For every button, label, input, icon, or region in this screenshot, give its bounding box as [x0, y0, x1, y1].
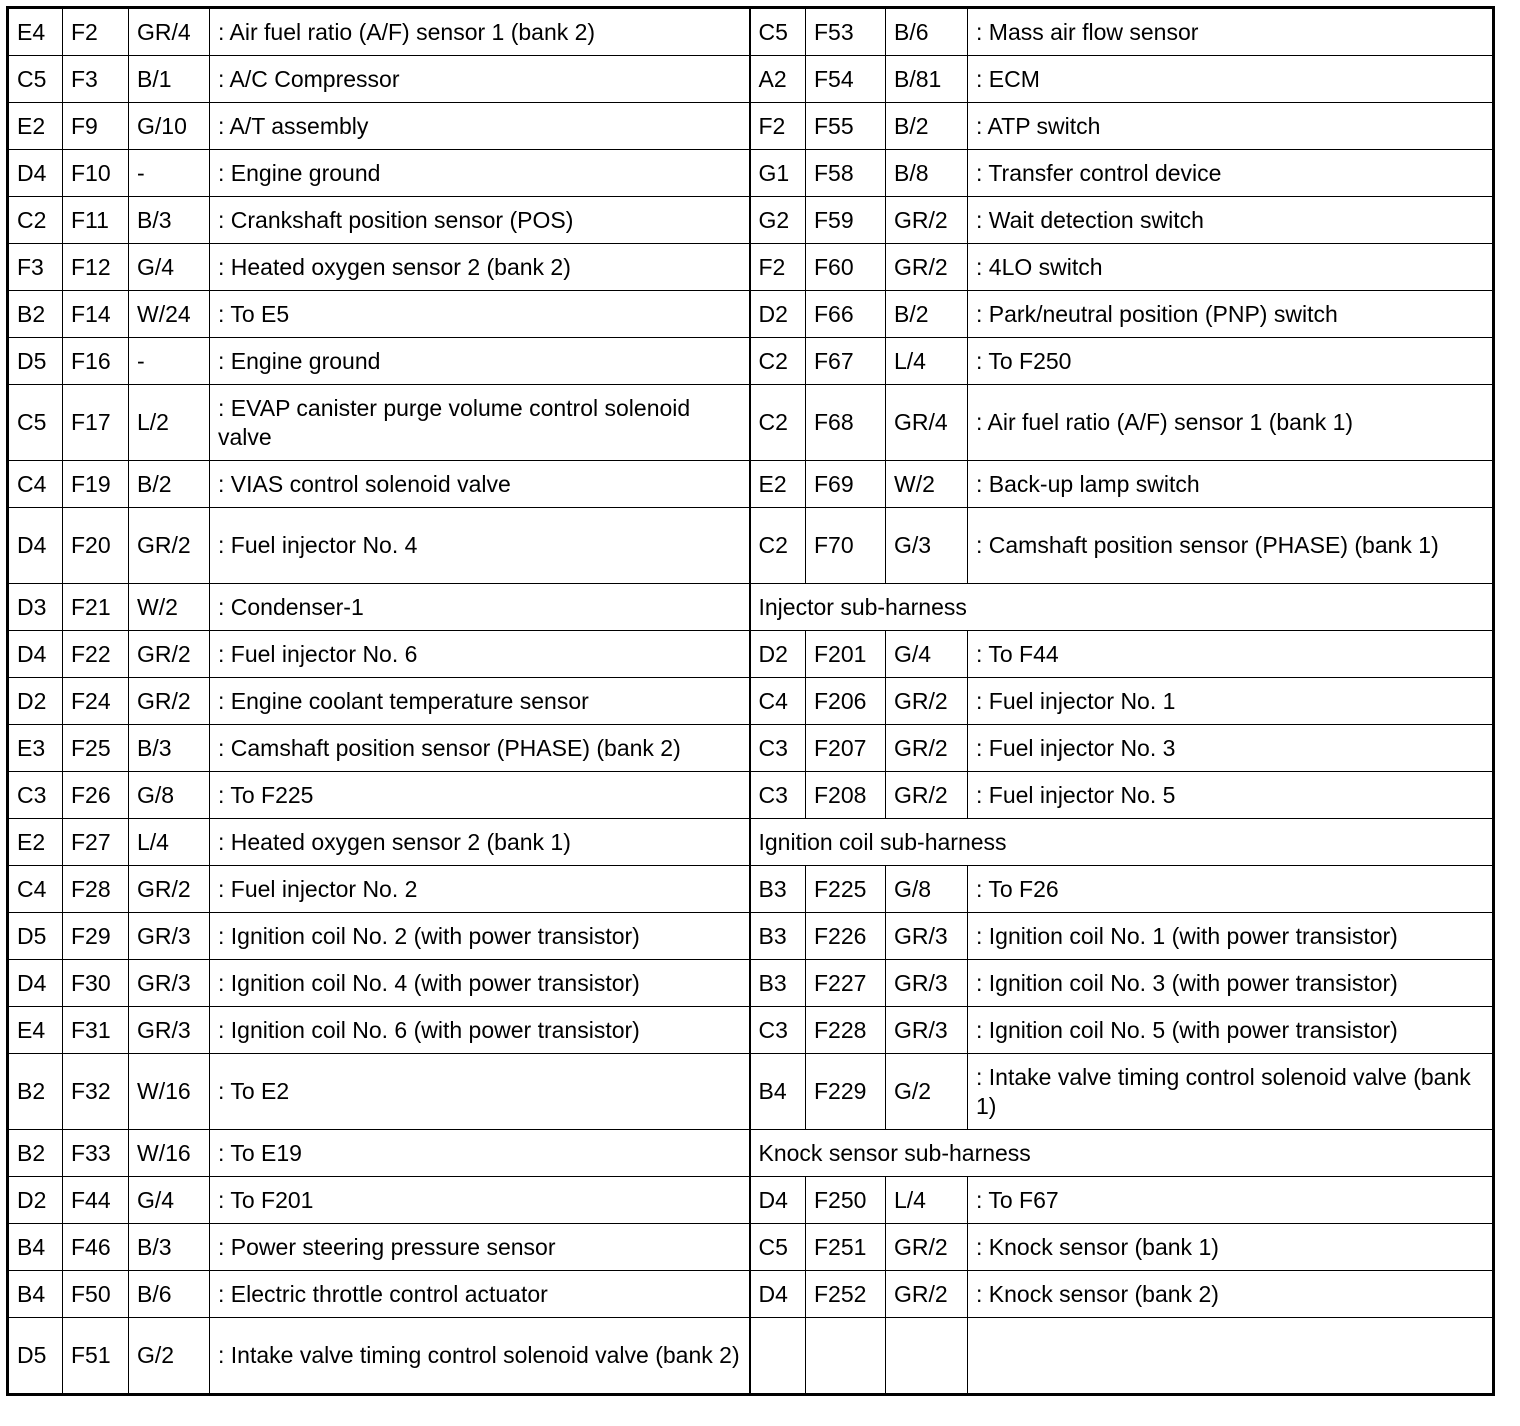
left-connector-type-cell: L/2	[129, 385, 210, 461]
right-connector-no-cell: F252	[806, 1271, 886, 1318]
left-connector-type-cell: GR/2	[129, 631, 210, 678]
right-connector-type-cell: G/2	[886, 1054, 968, 1130]
right-connector-type-cell: W/2	[886, 461, 968, 508]
left-connector-type-cell: B/3	[129, 197, 210, 244]
left-connector-no-cell: F10	[63, 150, 129, 197]
right-description-cell: : To F44	[968, 631, 1494, 678]
right-connector-no-cell: F53	[806, 8, 886, 56]
right-description-cell: : Ignition coil No. 3 (with power transistor)	[968, 960, 1494, 1007]
right-connector-no-cell: F207	[806, 725, 886, 772]
left-grid-ref-cell: E3	[8, 725, 63, 772]
left-connector-type-cell: GR/2	[129, 678, 210, 725]
left-description-cell: : VIAS control solenoid valve	[210, 461, 750, 508]
left-connector-type-cell: G/10	[129, 103, 210, 150]
table-body	[8, 8, 1494, 1395]
table-row	[8, 772, 1494, 819]
table-row	[8, 960, 1494, 1007]
left-connector-type-cell: L/4	[129, 819, 210, 866]
left-connector-type-cell: -	[129, 150, 210, 197]
right-description-cell: : Ignition coil No. 1 (with power transistor)	[968, 913, 1494, 960]
right-connector-type-cell: GR/2	[886, 1271, 968, 1318]
left-description-cell: : Fuel injector No. 2	[210, 866, 750, 913]
right-connector-type-cell: GR/3	[886, 913, 968, 960]
right-connector-no-cell: F60	[806, 244, 886, 291]
right-grid-ref-cell: C2	[750, 338, 806, 385]
right-grid-ref-cell: C3	[750, 772, 806, 819]
left-connector-type-cell: B/2	[129, 461, 210, 508]
left-connector-no-cell: F44	[63, 1177, 129, 1224]
right-grid-ref-cell: C3	[750, 1007, 806, 1054]
table-row	[8, 1318, 1494, 1395]
right-description-cell: : Mass air flow sensor	[968, 8, 1494, 56]
right-description-cell: : Fuel injector No. 1	[968, 678, 1494, 725]
left-connector-type-cell: G/2	[129, 1318, 210, 1395]
left-grid-ref-cell: D4	[8, 631, 63, 678]
table-row	[8, 1130, 1494, 1177]
right-description-cell: : ECM	[968, 56, 1494, 103]
right-connector-no-cell: F250	[806, 1177, 886, 1224]
table-row	[8, 584, 1494, 631]
left-connector-type-cell: GR/2	[129, 508, 210, 584]
left-description-cell: : Ignition coil No. 4 (with power transistor)	[210, 960, 750, 1007]
right-connector-type-cell: GR/2	[886, 678, 968, 725]
right-connector-type-cell: G/3	[886, 508, 968, 584]
right-description-cell: : To F26	[968, 866, 1494, 913]
left-description-cell: : To E19	[210, 1130, 750, 1177]
right-connector-no-cell: F227	[806, 960, 886, 1007]
left-grid-ref-cell: D2	[8, 678, 63, 725]
right-connector-type-cell: B/81	[886, 56, 968, 103]
right-connector-type-cell: L/4	[886, 1177, 968, 1224]
left-grid-ref-cell: C5	[8, 56, 63, 103]
left-grid-ref-cell: D2	[8, 1177, 63, 1224]
left-connector-type-cell: B/1	[129, 56, 210, 103]
right-description-cell: : 4LO switch	[968, 244, 1494, 291]
left-grid-ref-cell: D4	[8, 508, 63, 584]
right-grid-ref-cell: A2	[750, 56, 806, 103]
right-description-cell	[968, 1318, 1494, 1395]
left-connector-type-cell: GR/2	[129, 866, 210, 913]
right-grid-ref-cell: G2	[750, 197, 806, 244]
left-connector-no-cell: F12	[63, 244, 129, 291]
left-grid-ref-cell: B2	[8, 291, 63, 338]
sub-harness-heading: Injector sub-harness	[750, 584, 1494, 631]
left-connector-no-cell: F3	[63, 56, 129, 103]
right-grid-ref-cell: C5	[750, 1224, 806, 1271]
left-grid-ref-cell: D4	[8, 960, 63, 1007]
left-grid-ref-cell: E4	[8, 1007, 63, 1054]
left-connector-type-cell: G/8	[129, 772, 210, 819]
left-connector-no-cell: F46	[63, 1224, 129, 1271]
left-connector-type-cell: -	[129, 338, 210, 385]
left-description-cell: : A/T assembly	[210, 103, 750, 150]
right-connector-type-cell: GR/2	[886, 244, 968, 291]
right-description-cell: : Ignition coil No. 5 (with power transistor)	[968, 1007, 1494, 1054]
table-row	[8, 1177, 1494, 1224]
right-connector-no-cell: F225	[806, 866, 886, 913]
right-connector-no-cell: F58	[806, 150, 886, 197]
right-description-cell: : Knock sensor (bank 1)	[968, 1224, 1494, 1271]
right-grid-ref-cell: D4	[750, 1271, 806, 1318]
left-connector-type-cell: GR/3	[129, 960, 210, 1007]
right-grid-ref-cell: B4	[750, 1054, 806, 1130]
left-connector-type-cell: W/16	[129, 1130, 210, 1177]
right-connector-no-cell: F226	[806, 913, 886, 960]
left-connector-type-cell: G/4	[129, 1177, 210, 1224]
right-grid-ref-cell: D2	[750, 631, 806, 678]
table-row	[8, 8, 1494, 56]
left-connector-no-cell: F16	[63, 338, 129, 385]
right-description-cell: : Air fuel ratio (A/F) sensor 1 (bank 1)	[968, 385, 1494, 461]
left-connector-no-cell: F33	[63, 1130, 129, 1177]
left-connector-type-cell: W/16	[129, 1054, 210, 1130]
left-connector-no-cell: F20	[63, 508, 129, 584]
left-connector-no-cell: F17	[63, 385, 129, 461]
right-connector-type-cell: GR/4	[886, 385, 968, 461]
left-connector-no-cell: F22	[63, 631, 129, 678]
right-description-cell: : Intake valve timing control solenoid valve (bank 1)	[968, 1054, 1494, 1130]
right-description-cell: : Back-up lamp switch	[968, 461, 1494, 508]
right-description-cell: : To F250	[968, 338, 1494, 385]
right-grid-ref-cell: B3	[750, 960, 806, 1007]
sub-harness-heading: Ignition coil sub-harness	[750, 819, 1494, 866]
left-grid-ref-cell: D5	[8, 1318, 63, 1395]
right-grid-ref-cell: C2	[750, 508, 806, 584]
left-connector-no-cell: F28	[63, 866, 129, 913]
right-description-cell: : Park/neutral position (PNP) switch	[968, 291, 1494, 338]
right-connector-no-cell: F69	[806, 461, 886, 508]
right-grid-ref-cell: D2	[750, 291, 806, 338]
right-connector-type-cell: GR/3	[886, 1007, 968, 1054]
right-grid-ref-cell: B3	[750, 913, 806, 960]
table-row	[8, 150, 1494, 197]
left-grid-ref-cell: E2	[8, 103, 63, 150]
table-row	[8, 508, 1494, 584]
connector-table	[6, 6, 1495, 1396]
left-connector-no-cell: F26	[63, 772, 129, 819]
right-connector-no-cell: F55	[806, 103, 886, 150]
right-connector-type-cell: L/4	[886, 338, 968, 385]
right-connector-no-cell: F208	[806, 772, 886, 819]
left-description-cell: : Intake valve timing control solenoid valve (bank 2)	[210, 1318, 750, 1395]
right-description-cell: : Transfer control device	[968, 150, 1494, 197]
left-description-cell: : To E5	[210, 291, 750, 338]
right-connector-no-cell: F70	[806, 508, 886, 584]
table-row	[8, 866, 1494, 913]
left-connector-no-cell: F24	[63, 678, 129, 725]
left-description-cell: : Engine coolant temperature sensor	[210, 678, 750, 725]
right-connector-no-cell: F201	[806, 631, 886, 678]
left-connector-no-cell: F29	[63, 913, 129, 960]
left-description-cell: : Power steering pressure sensor	[210, 1224, 750, 1271]
right-grid-ref-cell: F2	[750, 103, 806, 150]
right-description-cell: : Fuel injector No. 5	[968, 772, 1494, 819]
right-grid-ref-cell: C5	[750, 8, 806, 56]
right-connector-no-cell: F229	[806, 1054, 886, 1130]
right-connector-type-cell: G/4	[886, 631, 968, 678]
right-connector-type-cell: B/2	[886, 103, 968, 150]
right-grid-ref-cell: G1	[750, 150, 806, 197]
left-grid-ref-cell: C4	[8, 866, 63, 913]
table-row	[8, 913, 1494, 960]
left-connector-type-cell: GR/3	[129, 913, 210, 960]
right-grid-ref-cell: C4	[750, 678, 806, 725]
left-grid-ref-cell: D3	[8, 584, 63, 631]
left-grid-ref-cell: D5	[8, 913, 63, 960]
left-description-cell: : Heated oxygen sensor 2 (bank 1)	[210, 819, 750, 866]
left-connector-no-cell: F30	[63, 960, 129, 1007]
table-row	[8, 56, 1494, 103]
left-description-cell: : Crankshaft position sensor (POS)	[210, 197, 750, 244]
left-connector-no-cell: F50	[63, 1271, 129, 1318]
left-grid-ref-cell: B4	[8, 1271, 63, 1318]
left-connector-type-cell: W/24	[129, 291, 210, 338]
left-description-cell: : Electric throttle control actuator	[210, 1271, 750, 1318]
sub-harness-heading: Knock sensor sub-harness	[750, 1130, 1494, 1177]
right-grid-ref-cell: F2	[750, 244, 806, 291]
right-description-cell: : ATP switch	[968, 103, 1494, 150]
left-grid-ref-cell: D4	[8, 150, 63, 197]
left-description-cell: : EVAP canister purge volume control solenoid valve	[210, 385, 750, 461]
table-row	[8, 244, 1494, 291]
left-description-cell: : Heated oxygen sensor 2 (bank 2)	[210, 244, 750, 291]
left-description-cell: : To F225	[210, 772, 750, 819]
right-connector-type-cell	[886, 1318, 968, 1395]
left-description-cell: : To F201	[210, 1177, 750, 1224]
right-connector-no-cell: F66	[806, 291, 886, 338]
right-connector-no-cell: F206	[806, 678, 886, 725]
left-description-cell: : A/C Compressor	[210, 56, 750, 103]
left-description-cell: : Camshaft position sensor (PHASE) (bank 2)	[210, 725, 750, 772]
table-row	[8, 631, 1494, 678]
right-connector-no-cell: F228	[806, 1007, 886, 1054]
left-connector-type-cell: W/2	[129, 584, 210, 631]
left-description-cell: : Fuel injector No. 4	[210, 508, 750, 584]
left-connector-no-cell: F2	[63, 8, 129, 56]
right-grid-ref-cell: B3	[750, 866, 806, 913]
right-connector-no-cell	[806, 1318, 886, 1395]
left-connector-no-cell: F51	[63, 1318, 129, 1395]
right-description-cell: : To F67	[968, 1177, 1494, 1224]
left-connector-no-cell: F31	[63, 1007, 129, 1054]
right-connector-no-cell: F68	[806, 385, 886, 461]
left-connector-no-cell: F14	[63, 291, 129, 338]
table-row	[8, 385, 1494, 461]
table-row	[8, 678, 1494, 725]
right-description-cell: : Camshaft position sensor (PHASE) (bank 1)	[968, 508, 1494, 584]
right-connector-type-cell: GR/2	[886, 725, 968, 772]
left-connector-no-cell: F9	[63, 103, 129, 150]
right-connector-type-cell: GR/2	[886, 772, 968, 819]
left-connector-no-cell: F32	[63, 1054, 129, 1130]
left-connector-no-cell: F11	[63, 197, 129, 244]
right-connector-type-cell: G/8	[886, 866, 968, 913]
left-connector-no-cell: F19	[63, 461, 129, 508]
left-connector-type-cell: B/6	[129, 1271, 210, 1318]
table-row	[8, 1224, 1494, 1271]
left-description-cell: : To E2	[210, 1054, 750, 1130]
right-description-cell: : Fuel injector No. 3	[968, 725, 1494, 772]
right-grid-ref-cell: C3	[750, 725, 806, 772]
left-grid-ref-cell: F3	[8, 244, 63, 291]
table-row	[8, 1054, 1494, 1130]
right-description-cell: : Knock sensor (bank 2)	[968, 1271, 1494, 1318]
left-description-cell: : Engine ground	[210, 150, 750, 197]
left-connector-no-cell: F27	[63, 819, 129, 866]
left-connector-type-cell: GR/4	[129, 8, 210, 56]
right-grid-ref-cell: E2	[750, 461, 806, 508]
left-description-cell: : Ignition coil No. 2 (with power transistor)	[210, 913, 750, 960]
table-row	[8, 461, 1494, 508]
left-grid-ref-cell: C2	[8, 197, 63, 244]
right-connector-type-cell: B/2	[886, 291, 968, 338]
left-grid-ref-cell: E4	[8, 8, 63, 56]
right-connector-no-cell: F251	[806, 1224, 886, 1271]
left-grid-ref-cell: B2	[8, 1130, 63, 1177]
left-description-cell: : Air fuel ratio (A/F) sensor 1 (bank 2)	[210, 8, 750, 56]
left-grid-ref-cell: C4	[8, 461, 63, 508]
table-row	[8, 103, 1494, 150]
left-grid-ref-cell: E2	[8, 819, 63, 866]
left-connector-type-cell: G/4	[129, 244, 210, 291]
left-grid-ref-cell: B2	[8, 1054, 63, 1130]
table-row	[8, 291, 1494, 338]
left-grid-ref-cell: D5	[8, 338, 63, 385]
right-connector-no-cell: F54	[806, 56, 886, 103]
right-grid-ref-cell	[750, 1318, 806, 1395]
table-row	[8, 1007, 1494, 1054]
left-connector-no-cell: F21	[63, 584, 129, 631]
left-description-cell: : Ignition coil No. 6 (with power transistor)	[210, 1007, 750, 1054]
right-description-cell: : Wait detection switch	[968, 197, 1494, 244]
left-grid-ref-cell: B4	[8, 1224, 63, 1271]
right-grid-ref-cell: D4	[750, 1177, 806, 1224]
right-grid-ref-cell: C2	[750, 385, 806, 461]
right-connector-no-cell: F67	[806, 338, 886, 385]
right-connector-type-cell: GR/2	[886, 197, 968, 244]
right-connector-type-cell: GR/2	[886, 1224, 968, 1271]
left-connector-type-cell: B/3	[129, 1224, 210, 1271]
table-row	[8, 819, 1494, 866]
table-row	[8, 197, 1494, 244]
right-connector-type-cell: GR/3	[886, 960, 968, 1007]
right-connector-type-cell: B/8	[886, 150, 968, 197]
left-connector-no-cell: F25	[63, 725, 129, 772]
left-description-cell: : Fuel injector No. 6	[210, 631, 750, 678]
left-grid-ref-cell: C3	[8, 772, 63, 819]
right-connector-type-cell: B/6	[886, 8, 968, 56]
left-description-cell: : Condenser-1	[210, 584, 750, 631]
table-row	[8, 338, 1494, 385]
left-connector-type-cell: B/3	[129, 725, 210, 772]
left-grid-ref-cell: C5	[8, 385, 63, 461]
left-connector-type-cell: GR/3	[129, 1007, 210, 1054]
left-description-cell: : Engine ground	[210, 338, 750, 385]
table-row	[8, 1271, 1494, 1318]
right-connector-no-cell: F59	[806, 197, 886, 244]
table-row	[8, 725, 1494, 772]
